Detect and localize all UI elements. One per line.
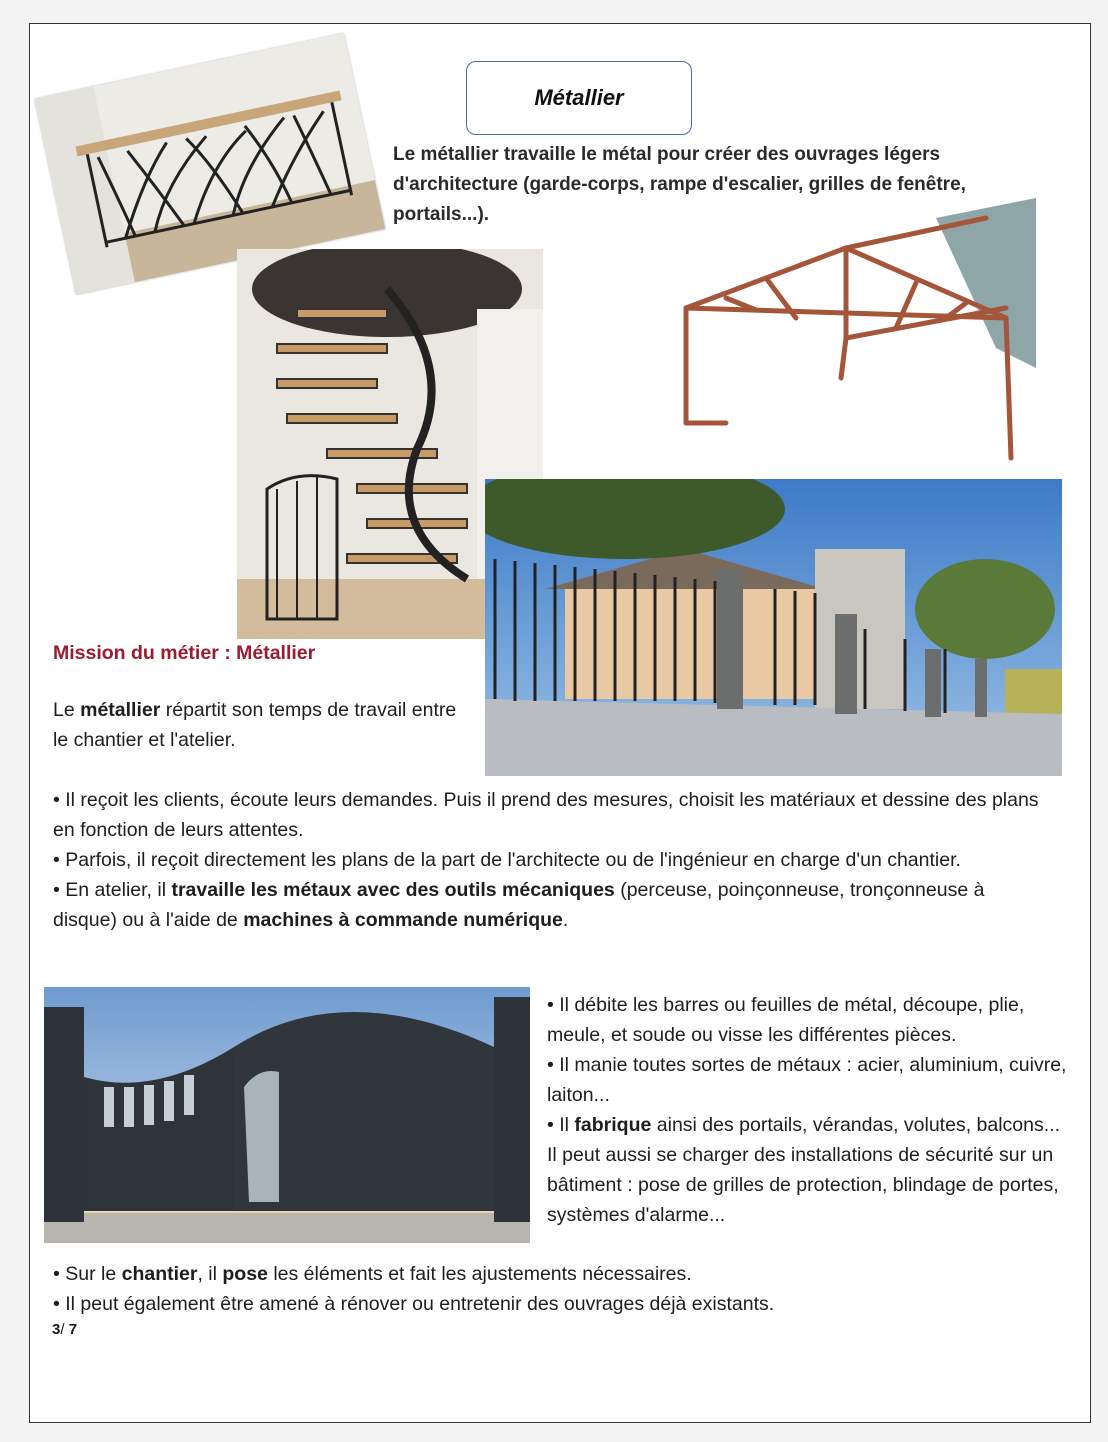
paragraph-intro-work <box>53 695 473 755</box>
fence-photo <box>485 479 1062 776</box>
text-fragment: répartit son temps de travail entre le chantier et l'atelier. <box>53 699 457 751</box>
intro-text: Le métallier travaille le métal pour créer des ouvrages légers d'architecture (garde-corps, rampe d'escalier, grilles de fenêtre, portails...). <box>393 144 966 225</box>
page-number <box>52 1321 77 1338</box>
text-fragment: • En atelier, il <box>53 879 172 901</box>
text-fragment: • Sur le <box>53 1263 122 1285</box>
text-fragment: Le <box>53 699 81 721</box>
text-fragment: . <box>562 909 569 931</box>
bullet-atelier <box>53 875 1053 935</box>
text-fragment: • Il <box>547 1114 575 1136</box>
truss-illustration <box>666 198 1036 464</box>
gate-illustration <box>44 987 530 1243</box>
bullet-renover: • Il peut également être amené à rénover ou entretenir des ouvrages déjà existants. <box>53 1293 775 1315</box>
bullet-fabrique <box>547 1110 1072 1230</box>
text-bold: travaille les métaux avec des outils mécaniques <box>171 879 615 901</box>
text-bold: pose <box>222 1263 268 1285</box>
title-box <box>466 61 692 135</box>
text-bold: fabrique <box>574 1114 652 1136</box>
bullet-clients: • Il reçoit les clients, écoute leurs demandes. Puis il prend des mesures, choisit les matériaux et dessine des plans en fonction de leurs attentes. <box>53 789 1039 841</box>
document-page <box>29 23 1091 1423</box>
text-fragment: ainsi des portails, vérandas, volutes, balcons... Il peut aussi se charger des installations de sécurité sur un bâtiment : pose de grilles de protection, blindage de portes, systèmes d'alarme... <box>547 1114 1060 1226</box>
text-bold: métallier <box>80 699 161 721</box>
page-current: 3 <box>52 1321 61 1338</box>
bullet-debite: • Il débite les barres ou feuilles de métal, découpe, plie, meule, et soude ou visse les différentes pièces. <box>547 994 1025 1046</box>
text-fragment: (perceuse, poinçonneuse, tronçonneuse à disque) ou à l'aide de <box>53 879 985 931</box>
gate-photo <box>44 987 530 1243</box>
text-bold: machines à commande numérique <box>243 909 563 931</box>
bullet-chantier <box>53 1259 1053 1289</box>
text-fragment: , il <box>197 1263 223 1285</box>
text-bold: chantier <box>121 1263 198 1285</box>
page-separator: / <box>60 1321 69 1338</box>
bullet-block-top <box>53 785 1053 935</box>
bullet-plans: • Parfois, il reçoit directement les plans de la part de l'architecte ou de l'ingénieur en charge d'un chantier. <box>53 849 961 871</box>
text-fragment: les éléments et fait les ajustements nécessaires. <box>267 1263 692 1285</box>
page-total: 7 <box>68 1321 78 1338</box>
bullet-block-bottom <box>53 1259 1053 1319</box>
mission-title: Mission du métier : Métallier <box>53 642 316 664</box>
bullet-block-side <box>547 990 1072 1230</box>
roof-truss-drawing <box>666 198 1036 464</box>
page-title: Métallier <box>534 85 624 110</box>
fence-illustration <box>485 479 1062 776</box>
bullet-metaux: • Il manie toutes sortes de métaux : acier, aluminium, cuivre, laiton... <box>547 1054 1067 1106</box>
